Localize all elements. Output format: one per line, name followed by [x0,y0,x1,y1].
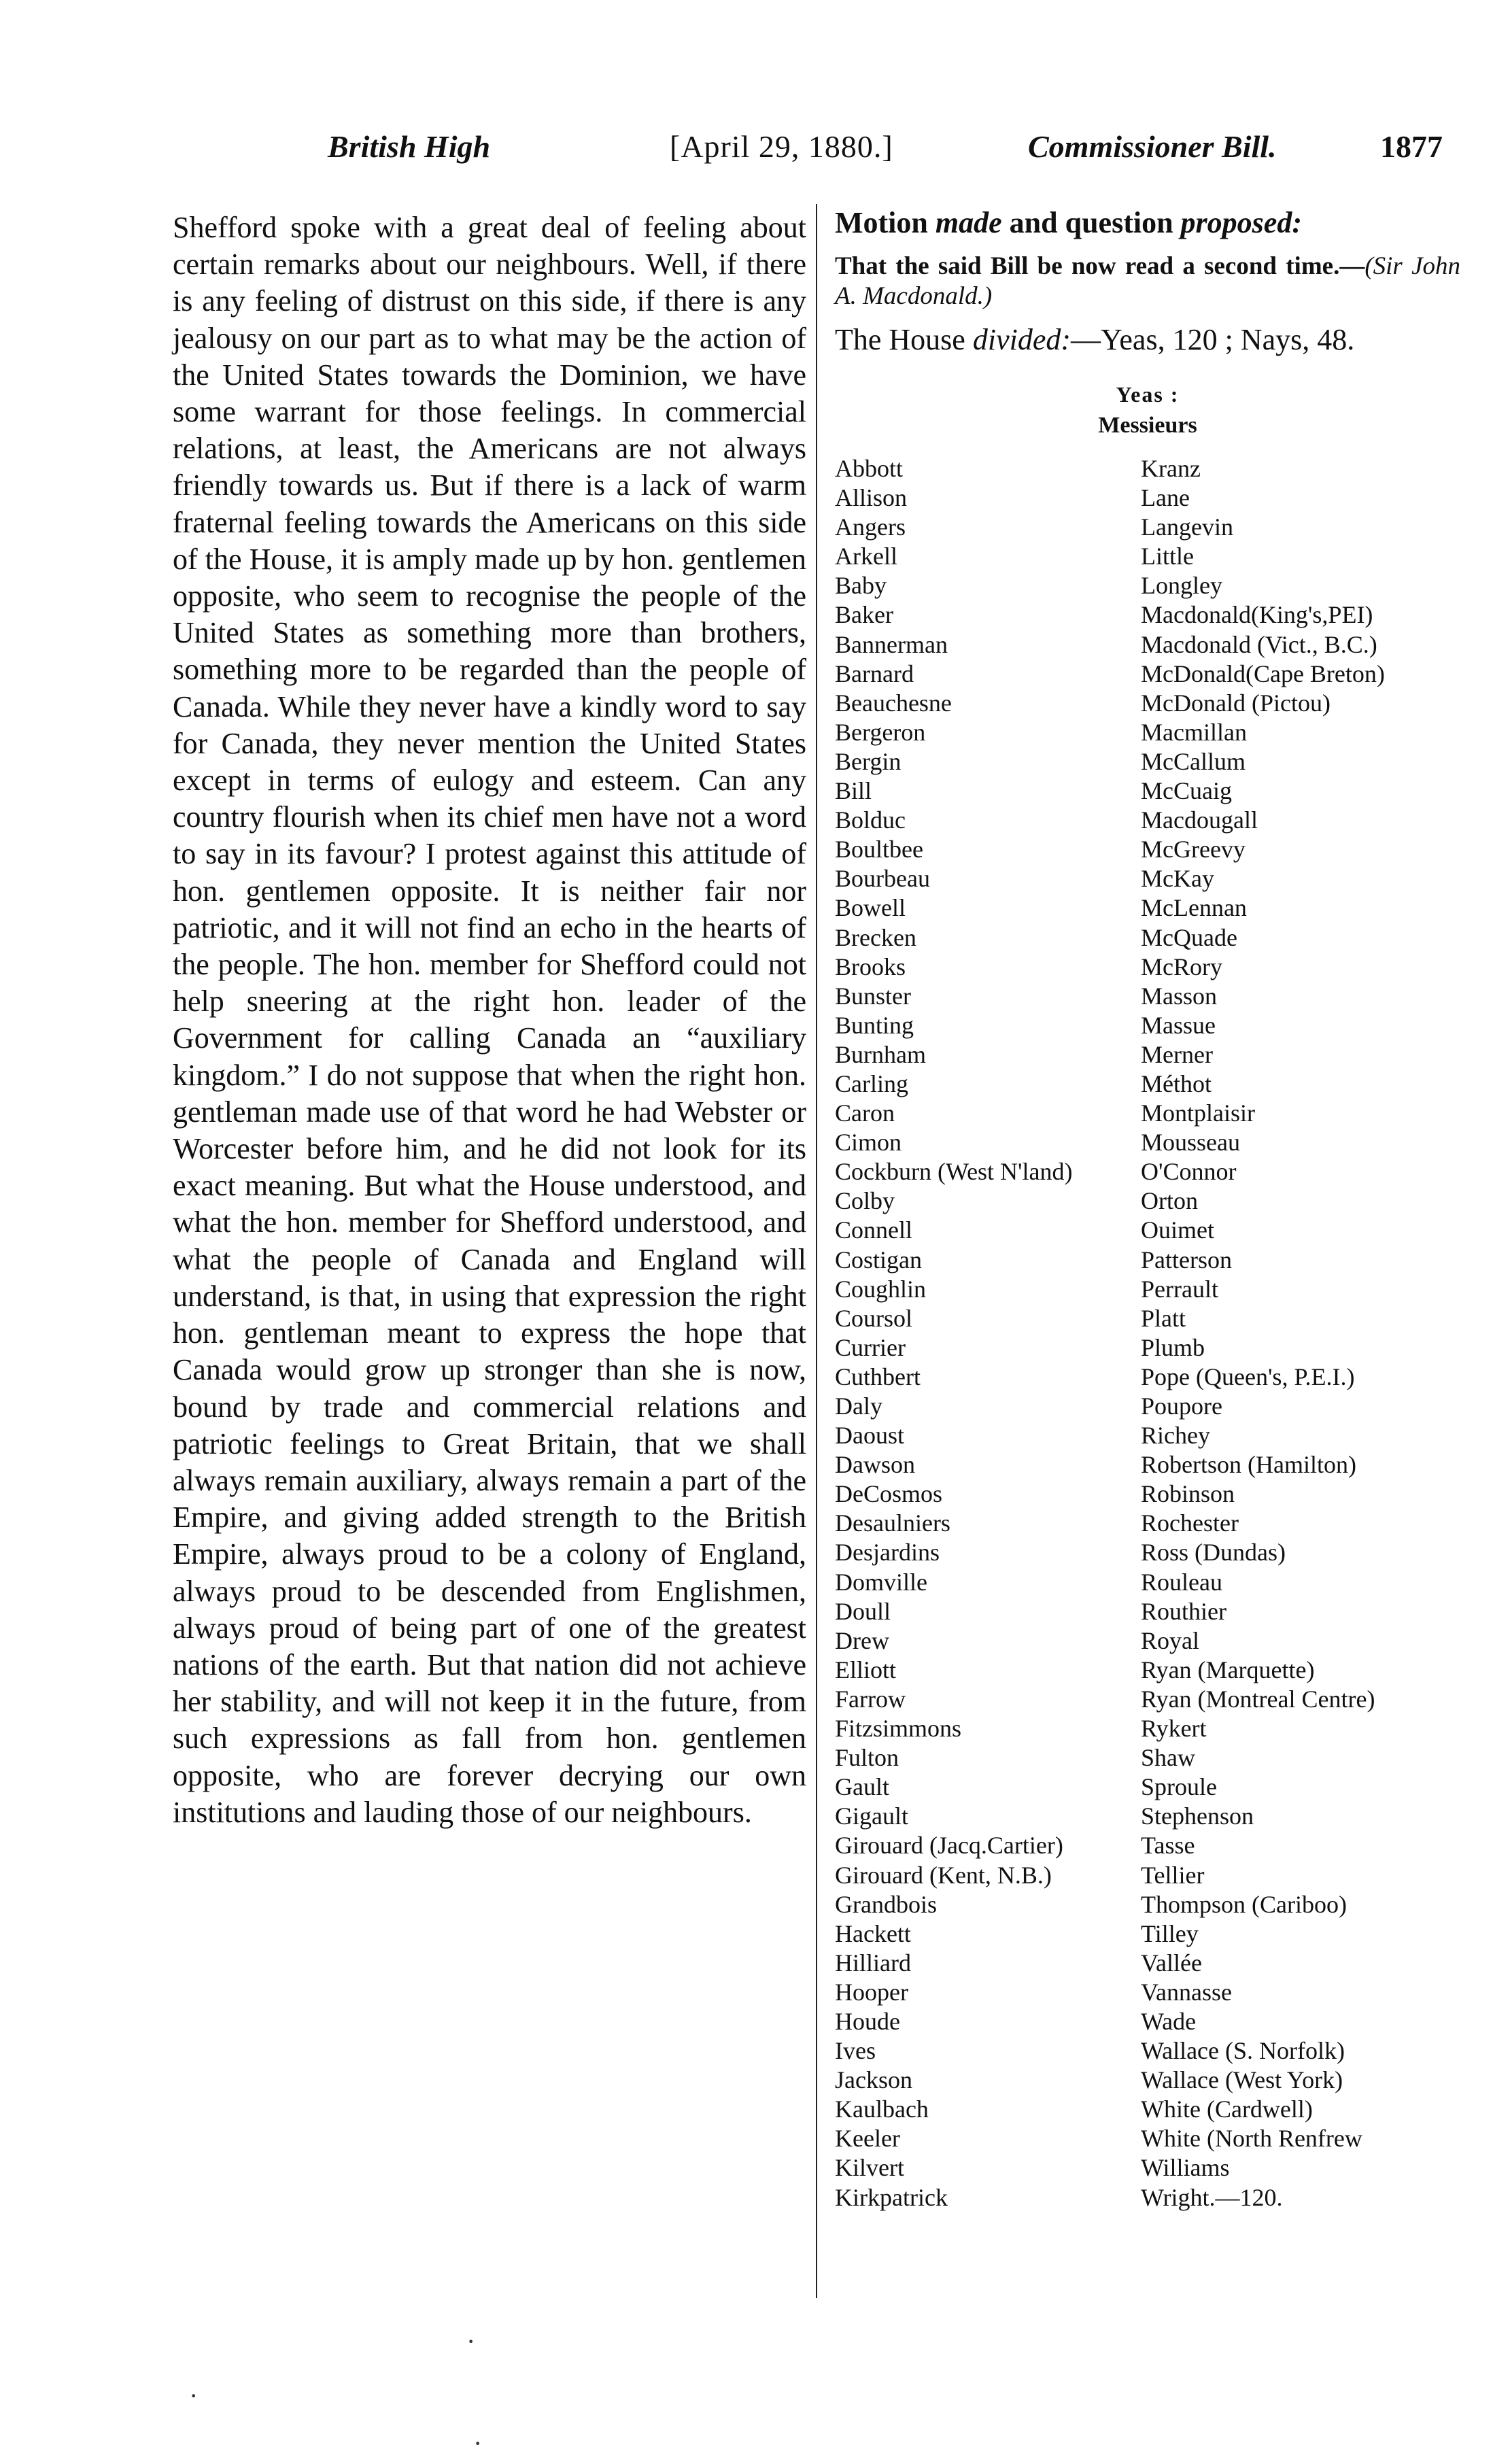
vote-row [835,1479,1460,1509]
vote-row [835,923,1460,953]
member-name: Barnard [835,660,914,687]
member-name: Stephenson [1141,1802,1254,1830]
member-name: McDonald(Cape Breton) [1141,660,1385,687]
member-name: Girouard (Kent, N.B.) [835,1861,1052,1889]
member-name: Longley [1141,572,1222,600]
member-name: Bourbeau [835,865,930,893]
member-name: Carling [835,1070,908,1097]
member-name: Gigault [835,1802,908,1830]
member-name: Wright.—120. [1141,2183,1283,2211]
vote-row [835,571,1460,600]
member-name: Platt [1141,1304,1186,1332]
member-name: Vallée [1141,1949,1202,1977]
vote-row [835,630,1460,660]
vote-row [835,1568,1460,1597]
vote-row [835,1626,1460,1656]
vote-row [835,1333,1460,1363]
member-name: Caron [835,1099,895,1127]
vote-row [835,1656,1460,1685]
member-name: Perrault [1141,1275,1218,1303]
member-name: Costigan [835,1246,923,1273]
vote-row [835,1216,1460,1245]
speech-paragraph: Shefford spoke with a great deal of feeling about certain remarks about our neighbours. Well, if there is any feeling of distrust on this side, if there is any jealousy on our part as to what may be the action of the United States towards the Dominion, we have some warrant for those feelings. In commercial relations, at least, the Americans are not always friendly towards us. But if there is a lack of warm fraternal feeling towards the Americans on this side of the House, it is amply made up by hon. gentlemen opposite, who seem to recognise the people of the United States as something more than brothers, something more to be regarded than the people of Canada. While they never have a kindly word to say for Canada, they never mention the United States except in terms of eulogy and esteem. Can any country flourish when its chief men have not a word to say in its favour? I protest against this attitude of hon. gentlemen opposite. It is neither fair nor patriotic, and it will not find an echo in the hearts of the people. The hon. member for Shefford could not help sneering at the right hon. leader of the Government for calling Canada an “auxiliary kingdom.” I do not suppose that when the right hon. gentleman made use of that word he had Webster or Worcester before him, and he did not look for its exact meaning. But what the House understood, and what the hon. member for Shefford understood, and what the people of Canada and England will understand, is that, in using that expression the right hon. gentleman meant to express the hope that Canada would grow up stronger than she is now, bound by trade and commercial relations and patriotic feelings to Great Britain, that we shall always remain auxiliary, always remain a part of the Empire, and giving added strength to the British Empire, always proud to be a colony of England, always proud to be descended from Englishmen, always proud of being part of one of the greatest nations of the earth. But that nation did not achieve her stability, and will not keep it in the future, from such expressions as fall from hon. gentlemen opposite, who are forever decrying our own institutions and lauding those of our neighbours. [173,211,806,1829]
member-name: Ives [835,2037,876,2065]
member-name: Little [1141,543,1194,570]
vote-row [835,2095,1460,2124]
page-number: 1877 [1380,129,1443,164]
member-name: Bowell [835,894,906,922]
vote-row [835,1275,1460,1304]
vote-row [835,1128,1460,1157]
member-name: Boultbee [835,836,923,863]
vote-row [835,660,1460,689]
motion-word: Motion [835,206,928,239]
member-name: Cuthbert [835,1363,921,1390]
member-name: McGreevy [1141,836,1246,863]
vote-row [835,1421,1460,1450]
vote-row [835,600,1460,630]
member-name: Tilley [1141,1919,1199,1947]
vote-row [835,454,1460,483]
vote-row [835,1861,1460,1890]
header-left-title: British High [328,129,491,164]
vote-row [835,776,1460,806]
stray-mark: · [473,2428,483,2459]
vote-row [835,1304,1460,1333]
member-name: Brooks [835,953,906,980]
stray-mark: · [466,2326,476,2357]
member-name: Pope (Queen's, P.E.I.) [1141,1363,1355,1390]
member-name: Robinson [1141,1480,1235,1508]
member-name: McQuade [1141,923,1237,951]
vote-row [835,1831,1460,1860]
member-name: McKay [1141,865,1214,893]
yeas-heading: Yeas : [1116,382,1180,407]
vote-row [835,1949,1460,1978]
motion-and-question: and question [1009,206,1173,239]
division-tally: —Yeas, 120 ; Nays, 48. [1071,323,1355,356]
member-name: Doull [835,1597,891,1625]
member-name: Rykert [1141,1715,1207,1743]
member-name: O'Connor [1141,1158,1237,1186]
vote-row [835,1040,1460,1070]
member-name: Abbott [835,455,904,482]
vote-row [835,1743,1460,1773]
vote-row [835,542,1460,571]
header-right-title: Commissioner Bill. [1028,129,1277,164]
left-column [173,209,806,1831]
member-name: DeCosmos [835,1480,943,1508]
member-name: Wallace (West York) [1141,2066,1343,2094]
member-name: Coughlin [835,1275,927,1303]
member-name: McLennan [1141,894,1247,922]
member-name: Macdonald (Vict., B.C.) [1141,630,1377,658]
vote-row [835,1509,1460,1538]
member-name: Hooper [835,1978,908,2006]
member-name: Ross (Dundas) [1141,1539,1286,1567]
member-name: Kranz [1141,455,1201,482]
vote-row [835,1070,1460,1099]
member-name: Thompson (Cariboo) [1141,1890,1347,1918]
vote-row [835,982,1460,1011]
member-name: Massue [1141,1011,1216,1039]
member-name: Brecken [835,923,916,951]
member-name: Cockburn (West N'land) [835,1158,1073,1186]
vote-row [835,1538,1460,1567]
right-column [835,204,1460,2212]
member-name: Drew [835,1626,889,1654]
member-name: Vannasse [1141,1978,1232,2006]
vote-row [835,483,1460,513]
member-name: Elliott [835,1656,896,1683]
member-name: Daly [835,1392,882,1420]
member-name: Farrow [835,1685,906,1713]
running-header [0,128,1493,182]
member-name: Ryan (Marquette) [1141,1656,1315,1683]
member-name: Jackson [835,2066,912,2094]
member-name: Williams [1141,2154,1230,2182]
member-name: Montplaisir [1141,1099,1255,1127]
member-name: Grandbois [835,1890,937,1918]
yeas-list [835,454,1460,2212]
member-name: Bunting [835,1011,914,1039]
vote-row [835,2036,1460,2066]
member-name: Bunster [835,982,911,1010]
member-name: Baby [835,572,887,600]
member-name: Girouard (Jacq.Cartier) [835,1832,1063,1860]
vote-row [835,2007,1460,2036]
member-name: Robertson (Hamilton) [1141,1451,1356,1479]
vote-row [835,835,1460,864]
vote-row [835,747,1460,776]
member-name: Daoust [835,1422,904,1450]
vote-row [835,1186,1460,1216]
member-name: Colby [835,1187,895,1215]
vote-row [835,1246,1460,1275]
member-name: Allison [835,484,908,512]
member-name: Macdougall [1141,806,1258,834]
member-name: White (North Renfrew [1141,2125,1362,2153]
division-result [835,321,1460,359]
member-name: Lane [1141,484,1190,512]
member-name: Dawson [835,1451,915,1479]
vote-row [835,893,1460,923]
member-name: Fulton [835,1744,899,1772]
member-name: Macdonald(King's,PEI) [1141,601,1373,629]
member-name: Hilliard [835,1949,911,1977]
quote-attribution: (Sir John A. Macdonald.) [835,252,1460,310]
member-name: McCallum [1141,747,1246,775]
column-rule [816,204,817,2298]
vote-row [835,1978,1460,2007]
member-name: Macmillan [1141,718,1247,746]
vote-row [835,1890,1460,1919]
member-name: Kaulbach [835,2095,929,2123]
messieurs-heading: Messieurs [1098,413,1197,438]
vote-row [835,1392,1460,1421]
member-name: Poupore [1141,1392,1222,1420]
vote-row [835,1363,1460,1392]
member-name: Richey [1141,1422,1210,1450]
member-name: Masson [1141,982,1218,1010]
member-name: Kirkpatrick [835,2183,948,2211]
member-name: Hackett [835,1919,911,1947]
member-name: Desjardins [835,1539,940,1567]
motion-proposed: proposed: [1180,206,1302,239]
member-name: Orton [1141,1187,1198,1215]
member-name: Plumb [1141,1333,1205,1361]
member-name: Currier [835,1333,906,1361]
header-date: [April 29, 1880.] [670,129,893,164]
member-name: McCuaig [1141,777,1232,805]
member-name: Tasse [1141,1832,1195,1860]
member-name: Connell [835,1216,912,1244]
vote-row [835,1099,1460,1128]
vote-row [835,1919,1460,1949]
member-name: Patterson [1141,1246,1232,1273]
motion-made: made [935,206,1002,239]
vote-row [835,1802,1460,1831]
member-name: Langevin [1141,513,1233,541]
member-name: Houde [835,2007,900,2035]
member-name: Ouimet [1141,1216,1214,1244]
member-name: Coursol [835,1304,913,1332]
member-name: Angers [835,513,906,541]
vote-row [835,953,1460,982]
vote-row [835,718,1460,747]
vote-row [835,864,1460,893]
member-name: Kilvert [835,2154,904,2182]
division-divided: divided: [972,323,1071,356]
vote-row [835,1773,1460,1802]
member-name: McRory [1141,953,1222,980]
member-name: Sproule [1141,1773,1217,1801]
member-name: Routhier [1141,1597,1226,1625]
vote-row [835,689,1460,718]
member-name: White (Cardwell) [1141,2095,1313,2123]
member-name: Bergeron [835,718,926,746]
vote-row [835,2124,1460,2153]
member-name: Arkell [835,543,897,570]
member-name: Rouleau [1141,1568,1222,1596]
member-name: Wade [1141,2007,1197,2035]
member-name: Mousseau [1141,1129,1240,1157]
vote-row [835,1597,1460,1626]
vote-row [835,513,1460,542]
vote-row [835,1714,1460,1743]
member-name: Baker [835,601,893,629]
member-name: Tellier [1141,1861,1205,1889]
vote-row [835,2153,1460,2183]
motion-line [835,204,1460,242]
member-name: Domville [835,1568,927,1596]
member-name: Bolduc [835,806,906,834]
member-name: Wallace (S. Norfolk) [1141,2037,1345,2065]
member-name: McDonald (Pictou) [1141,689,1331,717]
member-name: Méthot [1141,1070,1212,1097]
member-name: Desaulniers [835,1509,950,1537]
member-name: Bill [835,777,872,805]
vote-row [835,1011,1460,1040]
member-name: Shaw [1141,1744,1195,1772]
member-name: Fitzsimmons [835,1715,962,1743]
member-name: Rochester [1141,1509,1239,1537]
vote-row [835,806,1460,835]
member-name: Cimon [835,1129,902,1157]
quote-text: That the said Bill be now read a second time.— [835,252,1365,280]
division-house: The House [835,323,965,356]
member-name: Bergin [835,747,902,775]
member-name: Bannerman [835,630,948,658]
member-name: Keeler [835,2125,900,2153]
member-name: Merner [1141,1040,1213,1068]
vote-row [835,1450,1460,1479]
stray-mark: · [189,2380,199,2411]
member-name: Burnham [835,1040,926,1068]
vote-row [835,1157,1460,1186]
member-name: Beauchesne [835,689,952,717]
vote-row [835,2066,1460,2095]
member-name: Gault [835,1773,889,1801]
member-name: Royal [1141,1626,1199,1654]
member-name: Ryan (Montreal Centre) [1141,1685,1375,1713]
motion-quote [835,252,1460,311]
vote-row [835,2183,1460,2212]
vote-row [835,1685,1460,1714]
